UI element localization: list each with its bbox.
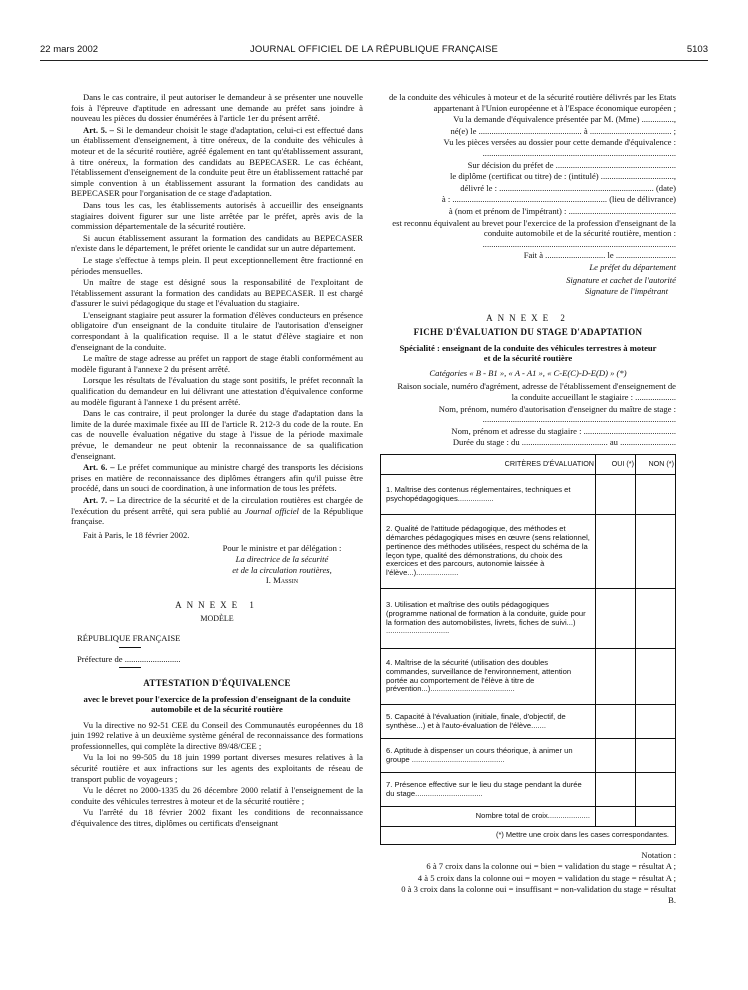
signature-impetrant — [380, 286, 668, 297]
table-row — [381, 705, 676, 739]
article-text: La directrice de la sécurité et de la circulation routières est chargée de l'exécution du présent arrêté, qui sera publié au — [71, 494, 363, 516]
table-note: (*) Mettre une croix dans les cases correspondantes. — [381, 827, 676, 845]
signature-cachet — [380, 275, 676, 286]
non-checkbox[interactable] — [636, 589, 676, 649]
form-line: Nom, prénom et adresse du stagiaire : ........................................... — [451, 425, 676, 436]
oui-checkbox[interactable] — [596, 589, 636, 649]
journal-title: JOURNAL OFFICIEL DE LA RÉPUBLIQUE FRANÇAISE — [249, 44, 499, 55]
form-line: Fait à ............................ le ............................ — [523, 250, 676, 261]
notation-line: 0 à 3 croix dans la colonne oui = insuffisant = non-validation du stage = résultat B. — [401, 884, 676, 905]
criterion-cell: 3. Utilisation et maîtrise des outils pédagogiques (programme national de formation à la conduite, guide pour la formation des automobilistes, livrets, fiches de suivi...) .............................. — [381, 589, 596, 649]
prefecture-label: Préfecture de .......................... — [77, 653, 181, 664]
paragraph: Dans tous les cas, les établissements autorisés à accueillir des enseignants stagiaires doivent figurer sur une liste arrêtée par le préfet, après avis de la commission départementale de la sécurité routière. — [71, 199, 363, 232]
paragraph: Dans le cas contraire, il peut autoriser le demandeur à se présenter une nouvelle fois à l'épreuve d'aptitude en adressant une demande au préfet sans joindre à nouveau les pièces du dossier énumérées à l'article 1er du présent arrêté. — [71, 92, 363, 124]
non-checkbox[interactable] — [636, 649, 676, 705]
page-header — [40, 44, 708, 58]
paragraph: Dans le cas contraire, il peut prolonger la durée du stage d'adaptation dans la limite de la durée maximale fixée au III de l'article R. 212-3 du code de la route. En cas de nouvelle évaluation négative du stage à l'issue de la période maximale prévue, le demandeur ne peut obtenir la reconnaissance de sa qualification d'enseignant. — [71, 408, 363, 461]
col-oui: OUI (*) — [596, 455, 636, 475]
signature-line: et de la circulation routières, — [232, 564, 332, 575]
non-checkbox[interactable] — [636, 705, 676, 739]
signature-impetrant-text: Signature de l'impétrant — [584, 286, 668, 297]
modele-label: MODÈLE — [200, 614, 234, 624]
oui-checkbox[interactable] — [596, 515, 636, 589]
criterion-cell: 2. Qualité de l'attitude pédagogique, des méthodes et démarches pédagogiques mises en œuvre (sens relationnel, pertinence des méthodes utilisées, respect du schéma de la leçon type, qualité des démonstrations, du choix des exercices et des parcours, autonomie laissée à l'élève...).................... — [381, 515, 596, 589]
non-checkbox[interactable] — [636, 515, 676, 589]
attestation-title: ATTESTATION D'ÉQUIVALENCE — [143, 678, 291, 689]
table-row — [381, 739, 676, 773]
form-line: à : ........................................................................ (lieu de délivrance) — [441, 194, 676, 205]
form-line: à (nom et prénom de l'impétrant) : .................................................. — [448, 205, 676, 216]
criterion-cell: 4. Maîtrise de la sécurité (utilisation des doubles commandes, surveillance de l'environnement, attention portée au comportement de l'élève à titre de prévention...)........................................ — [381, 649, 596, 705]
paragraph: L'enseignant stagiaire peut assurer la formation d'élèves conducteurs en présence obligatoire d'un enseignant de la conduite titulaire de l'autorisation d'enseigner correspondant à la qualification requise. Il a le statut d'élève stagiaire et non d'enseignant de la conduite. — [71, 309, 363, 352]
signature-line: La directrice de la sécurité — [235, 553, 329, 564]
table-note-row — [381, 827, 676, 845]
signature-line: Pour le ministre et par délégation : — [222, 543, 342, 554]
col-non: NON (*) — [636, 455, 676, 475]
table-row — [381, 475, 676, 515]
paragraph: Si aucun établissement assurant la formation des candidats au BEPECASER n'existe dans le département, le préfet oriente le candidat sur un autre département. — [71, 232, 363, 254]
paragraph: de la conduite des véhicules à moteur et de la sécurité routière délivrés par les Etats appartenant à l'Union européenne et à l'Espace économique européen ; — [388, 92, 676, 113]
criterion-cell: 1. Maîtrise des contenus réglementaires, techniques et psychopédagogiques................. — [381, 475, 596, 515]
evaluation-table — [380, 454, 676, 845]
form-line: Nom, prénom, numéro d'autorisation d'enseigner du maître de stage : .......................................................................................... — [438, 403, 676, 425]
oui-checkbox[interactable] — [596, 773, 636, 807]
visa: Vu la loi no 99-505 du 18 juin 1999 portant diverses mesures relatives à la sécurité routière et aux infractions sur les agents des exploitants de réseau de transport public de voyageurs ; — [71, 752, 363, 784]
article-text: de la République française. — [71, 505, 364, 527]
total-cell: Nombre total de croix.................... — [381, 807, 596, 827]
notation-label: Notation : — [641, 849, 676, 860]
article-7 — [71, 495, 363, 527]
annexe-1-heading: ANNEXE 1 — [175, 599, 259, 610]
form-line: Vu la demande d'équivalence présentée par M. (Mme) ..............., — [453, 114, 676, 125]
non-checkbox[interactable] — [636, 773, 676, 807]
table-row — [381, 773, 676, 807]
oui-checkbox[interactable] — [596, 739, 636, 773]
notation-line: 6 à 7 croix dans la colonne oui = bien = validation du stage = résultat A ; — [426, 861, 676, 872]
form-line: délivré le : ........................................................................ (date) — [460, 182, 676, 193]
table-row — [381, 649, 676, 705]
signature-cachet-text: Signature et cachet de l'autorité — [566, 274, 676, 285]
total-oui-box[interactable] — [596, 807, 636, 827]
specialite-label: Spécialité : enseignant de la conduite des véhicules terrestres à moteur et de la sécurité routière — [399, 342, 657, 363]
paragraph: Lorsque les résultats de l'évaluation du stage sont positifs, le préfet reconnaît la qualification du demandeur en lui délivrant une attestation d'équivalence conforme au modèle figurant à l'annexe 1 du présent arrêté. — [71, 375, 363, 407]
oui-checkbox[interactable] — [596, 705, 636, 739]
paragraph: Le stage s'effectue à temps plein. Il peut exceptionnellement être fractionné en périodes mensuelles. — [71, 254, 363, 276]
form-line: Sur décision du préfet de ........................................................ — [467, 159, 676, 170]
form-line: né(e) le ................................................ à ...................................... ; — [450, 125, 676, 136]
prefet-label — [380, 262, 676, 273]
article-label: Art. 6. – — [83, 462, 115, 473]
right-column — [380, 92, 676, 907]
criterion-cell: 5. Capacité à l'évaluation (initiale, finale, d'objectif, de synthèse...) et à l'auto-évaluation de l'élève....... — [381, 705, 596, 739]
col-criteres: CRITÈRES D'ÉVALUATION — [381, 455, 596, 475]
journal-officiel-ref: Journal officiel — [244, 505, 299, 516]
signature-block — [201, 543, 363, 585]
article-5 — [71, 125, 363, 199]
prefet-text: Le préfet du département — [589, 261, 676, 272]
table-row — [381, 515, 676, 589]
total-non-box[interactable] — [636, 807, 676, 827]
paragraph: Un maître de stage est désigné sous la responsabilité de l'exploitant de l'établissement assurant la formation des candidats au BEPECASER. Il est chargé d'assurer le suivi pédagogique du stage et l'évaluation du stagiaire. — [71, 277, 363, 309]
oui-checkbox[interactable] — [596, 649, 636, 705]
criterion-cell: 7. Présence effective sur le lieu du stage pendant la durée du stage................................ — [381, 773, 596, 807]
article-6 — [71, 462, 363, 494]
table-total-row — [381, 807, 676, 827]
form-line: Durée du stage : du ........................................ au .......................... — [452, 437, 676, 448]
page-number: 5103 — [686, 44, 708, 55]
signatory-name: I. Massin — [265, 575, 299, 586]
header-date: 22 mars 2002 — [40, 44, 99, 55]
non-checkbox[interactable] — [636, 475, 676, 515]
article-text: Si le demandeur choisit le stage d'adaptation, celui-ci est effectué dans un établissement d'enseignement, à titre onéreux, de la conduite des véhicules à moteur et de la sécurité routière, agréé également en tant qu'établissement assurant, à titre onéreux, la formation des candidats au BEPECASER. Le cas échéant, l'établissement d'enseignement de la conduite peut être un établissement rattaché par simple convention à un établissement assurant la formation des candidats au BEPECASER pour l'organisation de ce stage d'adaptation. — [71, 124, 363, 199]
left-column — [71, 92, 363, 830]
visa: Vu la directive no 92-51 CEE du Conseil des Communautés européennes du 18 juin 1992 relative à un deuxième système général de reconnaissance des formations professionnelles, qui complète la directive 89/48/CEE ; — [71, 719, 363, 751]
fait-a-paris: Fait à Paris, le 18 février 2002. — [83, 529, 190, 540]
oui-checkbox[interactable] — [596, 475, 636, 515]
visa: Vu le décret no 2000-1335 du 26 décembre 2000 relatif à l'enseignement de la conduite des véhicules terrestres à moteur et de la sécurité routière ; — [71, 785, 363, 806]
annexe-2-heading: ANNEXE 2 — [486, 312, 570, 323]
paragraph: Le maître de stage adresse au préfet un rapport de stage établi conformément au modèle figurant à l'annexe 2 du présent arrêté. — [71, 353, 363, 374]
table-header-row — [381, 455, 676, 475]
article-text: Le préfet communique au ministre chargé des transports les décisions prises en matière de reconnaissance des diplômes étrangers afin qu'il puisse être procédé, dans un souci de coordination, à une information de tous les préfets. — [71, 462, 363, 494]
separator — [119, 667, 141, 668]
article-label: Art. 5. – — [83, 124, 114, 135]
header-rule — [40, 60, 708, 61]
form-line: Vu les pièces versées au dossier pour cette demande d'équivalence : .......................................................................................... — [443, 137, 676, 158]
attestation-subtitle: avec le brevet pour l'exercice de la profession d'enseignant de la conduite automobile et de la sécurité routière — [83, 693, 351, 714]
categories-label: Catégories « B - B1 », « A - A1 », « C-E(C)-D-E(D) » (*) — [429, 367, 627, 378]
article-label: Art. 7. – — [83, 494, 115, 505]
form-line: est reconnu équivalent au brevet pour l'exercice de la profession d'enseignant de la conduite automobile et de la sécurité routière, mention : .......................................................................................... — [392, 217, 676, 249]
visa: Vu l'arrêté du 18 février 2002 fixant les conditions de reconnaissance d'équivalence des titres, diplômes ou certificats d'enseignant — [71, 807, 363, 829]
table-row — [381, 589, 676, 649]
republique-label: RÉPUBLIQUE FRANÇAISE — [77, 632, 181, 643]
notation-line: 4 à 5 croix dans la colonne oui = moyen = validation du stage = résultat A ; — [417, 872, 676, 883]
form-line: Raison sociale, numéro d'agrément, adresse de l'établissement d'enseignement de la conduite accueillant le stagiaire : ................... — [397, 381, 676, 403]
criterion-cell: 6. Aptitude à dispenser un cours théorique, à animer un groupe ............................................ — [381, 739, 596, 773]
form-line: le diplôme (certificat ou titre) de : (intitulé) .................................., — [449, 171, 676, 182]
fiche-title: FICHE D'ÉVALUATION DU STAGE D'ADAPTATION — [413, 327, 643, 338]
non-checkbox[interactable] — [636, 739, 676, 773]
separator — [119, 647, 141, 648]
